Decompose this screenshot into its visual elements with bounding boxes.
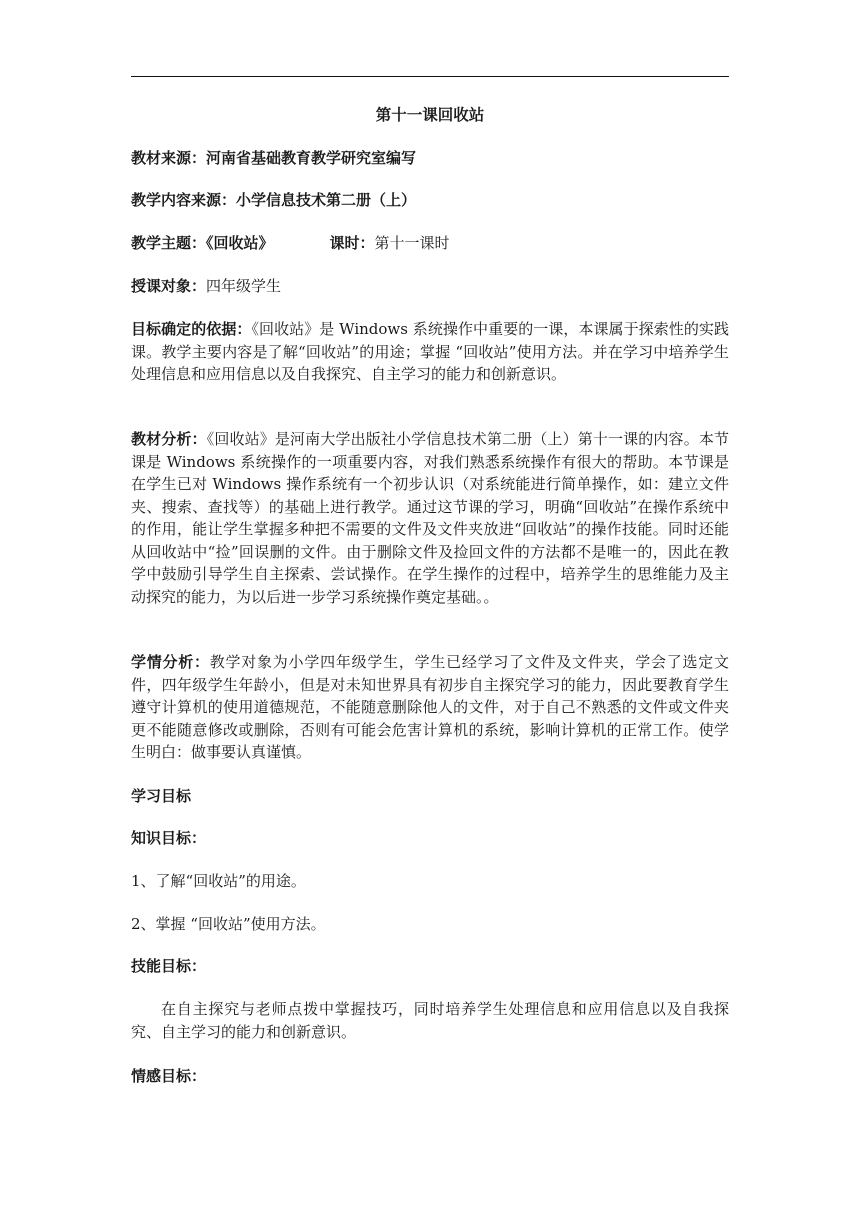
period-label: 课时： — [329, 234, 375, 252]
theme-label: 教学主题： — [131, 234, 207, 252]
student-label: 学情分析： — [131, 653, 210, 671]
skill-heading: 技能目标： — [131, 957, 207, 975]
source-label: 教材来源： — [131, 149, 207, 167]
skill-paragraph: 在自主探究与老师点拨中掌握技巧，同时培养学生处理信息和应用信息以及自我探究、自主学习的能力和创新意识。 — [131, 1000, 729, 1041]
emotion-heading: 情感目标： — [131, 1067, 207, 1085]
analysis-paragraph — [131, 428, 729, 608]
knowledge-heading: 知识目标： — [131, 829, 207, 847]
audience-line — [131, 275, 729, 297]
theme-value: 《回收站》 — [206, 234, 274, 252]
knowledge-item-1: 1、了解“回收站”的用途。 — [131, 872, 306, 890]
content-source-label: 教学内容来源： — [131, 191, 237, 209]
goals-heading: 学习目标 — [131, 787, 192, 805]
audience-label: 授课对象： — [131, 277, 207, 295]
audience-value: 四年级学生 — [206, 277, 282, 295]
page-title: 第十一课回收站 — [375, 106, 485, 124]
student-paragraph — [131, 651, 729, 764]
analysis-label: 教材分析： — [131, 430, 207, 448]
content-source-value: 小学信息技术第二册（上） — [236, 191, 417, 209]
source-line — [131, 147, 729, 169]
basis-paragraph — [131, 318, 729, 386]
analysis-text: 《回收站》是河南大学出版社小学信息技术第二册（上）第十一课的内容。本节课是 Windows 系统操作的一项重要内容，对我们熟悉系统操作有很大的帮助。本节课是在学生已对 Windows 操作系统有一个初步认识（对系统能进行简单操作，如：建立文件夹、搜索、查找等）的基础上进行教学。通过这节课的学习，明确“回收站”在操作系统中的作用，能让学生掌握多种把不需要的文件及文件夹放进“回收站”的操作技能。同时还能从回收站中“捡”回误删的文件。由于删除文件及捡回文件的方法都不是唯一的，因此在教学中鼓励引导学生自主探索、尝试操作。在学生操作的过程中，培养学生的思维能力及主动探究的能力，为以后进一步学习系统操作奠定基础。。 — [131, 430, 729, 606]
knowledge-item-2: 2、掌握 “回收站”使用方法。 — [131, 915, 326, 933]
period-value: 第十一课时 — [374, 234, 450, 252]
basis-text: 《回收站》是 Windows 系统操作中重要的一课，本课属于探索性的实践课。教学主要内容是了解“回收站”的用途；掌握 “回收站”使用方法。并在学习中培养学生处理信息和应用信息以及自我探究、自主学习的能力和创新意识。 — [131, 320, 729, 383]
header-rule — [131, 76, 729, 77]
theme-line — [131, 232, 729, 254]
student-text: 教学对象为小学四年级学生，学生已经学习了文件及文件夹，学会了选定文件，四年级学生年龄小，但是对未知世界具有初步自主探究学习的能力，因此要教育学生遵守计算机的使用道德规范，不能随意删除他人的文件，对于自己不熟悉的文件或文件夹更不能随意修改或删除，否则有可能会危害计算机的系统，影响计算机的正常工作。使学生明白：做事要认真谨慎。 — [131, 653, 729, 761]
basis-label: 目标确定的依据： — [131, 320, 252, 338]
source-value: 河南省基础教育教学研究室编写 — [206, 149, 417, 167]
content-source-line — [131, 189, 729, 211]
